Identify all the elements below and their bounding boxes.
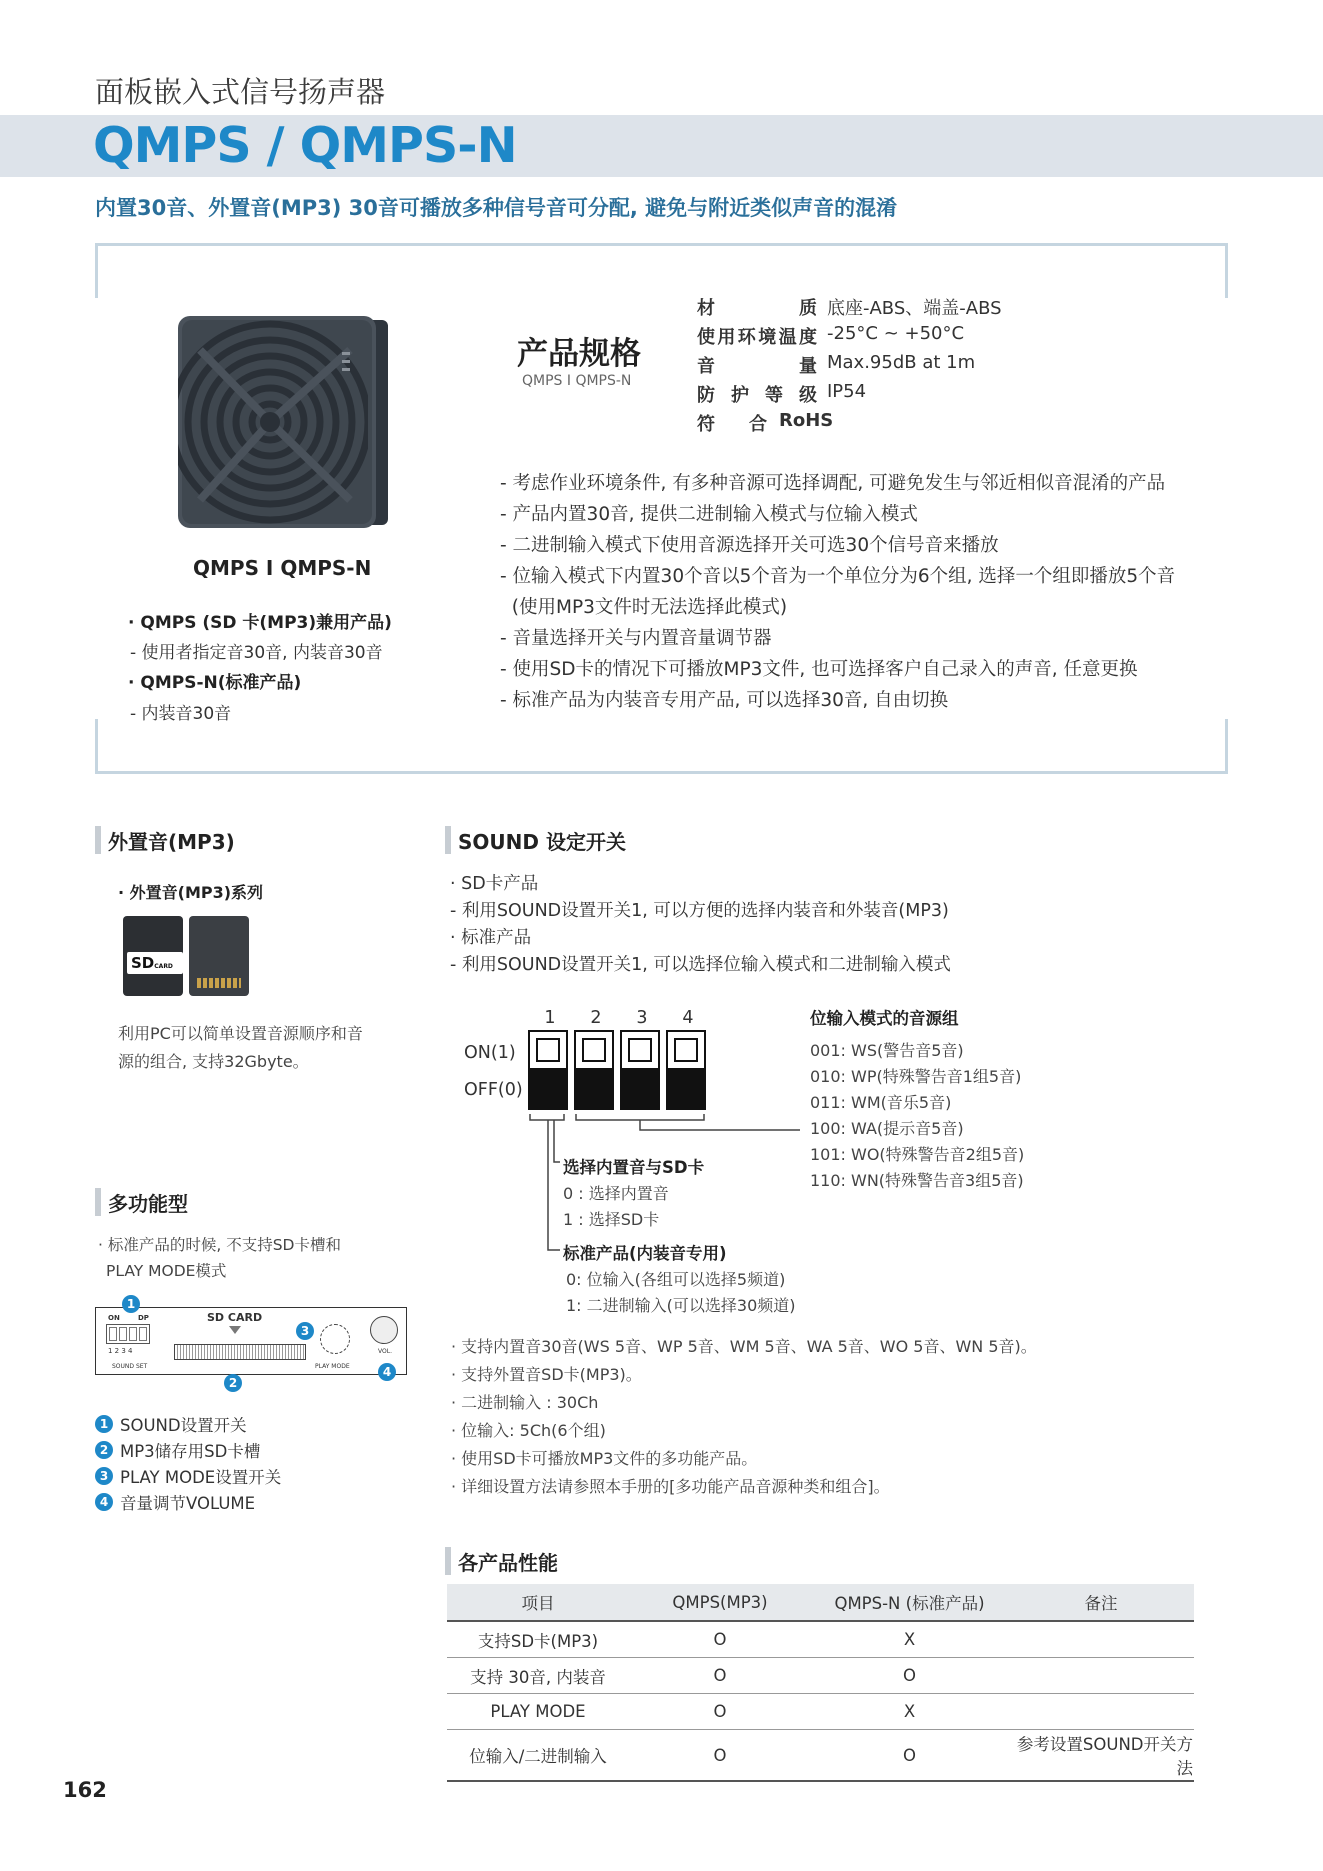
callout-badge-1: 1 — [122, 1295, 140, 1313]
section-bar — [95, 1188, 101, 1216]
dip-switch-4 — [666, 1030, 706, 1110]
legend-badge: 4 — [95, 1493, 113, 1511]
group-item: 011: WM(音乐5音) — [810, 1093, 952, 1112]
feature-item: - 使用SD卡的情况下可播放MP3文件, 也可选择客户自己录入的声音, 任意更换 — [500, 659, 1138, 680]
variant-qmpsn-label: · QMPS-N(标准产品) — [128, 673, 302, 693]
feature-item: - 音量选择开关与内置音量调节器 — [500, 628, 772, 649]
table-cell: O — [811, 1730, 1008, 1782]
feature-item: - 位输入模式下内置30个音以5个音为一个单位分为6个组, 选择一个组即播放5个音 — [500, 566, 1176, 587]
standard-item: 0: 位输入(各组可以选择5频道) — [566, 1270, 786, 1289]
group-title: 位输入模式的音源组 — [810, 1009, 959, 1028]
table-cell: O — [629, 1694, 811, 1730]
table-cell: PLAY MODE — [447, 1694, 629, 1730]
sound-intro-line: · 标准产品 — [450, 928, 532, 948]
legend-text: PLAY MODE设置开关 — [120, 1468, 282, 1487]
speaker-product-image — [170, 310, 400, 540]
variant-qmps-label: · QMPS (SD 卡(MP3)兼用产品) — [128, 613, 392, 633]
frame-top-left — [95, 243, 120, 298]
board-dip-switch — [106, 1324, 150, 1344]
frame-bottom-line — [95, 771, 1228, 774]
group-item: 100: WA(提示音5音) — [810, 1119, 964, 1138]
section-bar — [95, 826, 101, 854]
product-caption: QMPS I QMPS-N — [193, 556, 372, 580]
spec-value: RoHS — [779, 410, 834, 431]
board-vol-label: VOL. — [378, 1348, 392, 1355]
legend-item-3 — [95, 1464, 281, 1488]
variant-qmps-note: - 使用者指定音30音, 内装音30音 — [130, 643, 383, 663]
legend-item-2 — [95, 1438, 260, 1462]
callout-badge-4: 4 — [378, 1363, 396, 1381]
table-cell — [1008, 1694, 1194, 1730]
spec-heading: 产品规格 — [517, 336, 641, 372]
sd-select-item: 1 : 选择SD卡 — [563, 1210, 660, 1229]
spec-row-compliance — [697, 410, 833, 436]
legend-badge: 1 — [95, 1415, 113, 1433]
standard-item: 1: 二进制输入(可以选择30频道) — [566, 1296, 796, 1315]
legend-item-1 — [95, 1412, 247, 1436]
feature-item: - 标准产品为内装音专用产品, 可以选择30音, 自由切换 — [500, 690, 949, 711]
table-header-row — [447, 1584, 1194, 1621]
tagline: 内置30音、外置音(MP3) 30音可播放多种信号音可分配, 避免与附近类似声音的混淆 — [95, 196, 898, 220]
sound-intro-line: - 利用SOUND设置开关1, 可以方便的选择内装音和外装音(MP3) — [450, 901, 949, 921]
sd-card-back — [189, 916, 249, 996]
feature-item: (使用MP3文件时无法选择此模式) — [500, 597, 788, 618]
multi-note-line2: PLAY MODE模式 — [106, 1262, 227, 1280]
board-sd-slot — [174, 1344, 306, 1360]
group-item: 101: WO(特殊警告音2组5音) — [810, 1145, 1025, 1164]
switch-connector-lines — [520, 1100, 820, 1260]
variant-qmpsn-note: - 内装音30音 — [130, 704, 232, 724]
sound-note: · 支持外置音SD卡(MP3)。 — [451, 1365, 642, 1384]
board-sd-card-label: SD CARD — [207, 1311, 263, 1324]
legend-text: 音量调节VOLUME — [120, 1494, 256, 1513]
spec-value: Max.95dB at 1m — [827, 352, 976, 373]
spec-value: 底座-ABS、端盖-ABS — [827, 298, 1002, 319]
page-title: QMPS / QMPS-N — [93, 117, 517, 174]
table-cell: O — [629, 1621, 811, 1658]
mp3-section-title: 外置音(MP3) — [108, 830, 235, 854]
off-label: OFF(0) — [464, 1080, 523, 1100]
standard-title: 标准产品(内装音专用) — [563, 1244, 727, 1263]
board-dp-label: DP — [138, 1314, 149, 1322]
multi-note-line1: · 标准产品的时候, 不支持SD卡槽和 — [98, 1236, 341, 1254]
control-board-diagram — [95, 1307, 407, 1375]
spec-label: 材质 — [697, 298, 817, 319]
table-cell: O — [811, 1658, 1008, 1694]
spec-value: IP54 — [827, 381, 867, 402]
table-cell: O — [629, 1730, 811, 1782]
on-label: ON(1) — [464, 1043, 516, 1063]
section-bar — [445, 1547, 451, 1575]
dip-switch-2 — [574, 1030, 614, 1110]
table-row — [447, 1694, 1194, 1730]
table-cell — [1008, 1658, 1194, 1694]
spec-row-material — [697, 294, 1002, 320]
spec-label: 防护等级 — [697, 385, 817, 406]
sound-section-title: SOUND 设定开关 — [458, 830, 626, 854]
callout-badge-2: 2 — [224, 1374, 242, 1392]
multi-section-title: 多功能型 — [108, 1192, 188, 1216]
table-header-cell: QMPS-N (标准产品) — [811, 1584, 1008, 1621]
table-header-cell: 备注 — [1008, 1584, 1194, 1621]
board-volume-knob — [370, 1316, 398, 1344]
spec-row-protection — [697, 381, 866, 407]
sd-card-front — [123, 916, 183, 996]
board-play-mode-label: PLAY MODE — [315, 1363, 350, 1370]
switch-number-4: 4 — [682, 1008, 694, 1028]
group-item: 001: WS(警告音5音) — [810, 1041, 964, 1060]
group-item: 110: WN(特殊警告音3组5音) — [810, 1171, 1024, 1190]
legend-badge: 2 — [95, 1441, 113, 1459]
spec-label: 音量 — [697, 356, 817, 377]
legend-item-4 — [95, 1490, 255, 1514]
switch-number-3: 3 — [636, 1008, 648, 1028]
table-cell: X — [811, 1694, 1008, 1730]
sound-note: · 二进制输入 : 30Ch — [451, 1393, 599, 1412]
table-header-cell: QMPS(MP3) — [629, 1584, 811, 1621]
sound-intro-line: · SD卡产品 — [450, 874, 539, 894]
mp3-desc-line1: 利用PC可以简单设置音源顺序和音 — [118, 1024, 363, 1043]
page-subtitle: 面板嵌入式信号扬声器 — [95, 75, 386, 109]
table-cell — [1008, 1621, 1194, 1658]
legend-badge: 3 — [95, 1467, 113, 1485]
spec-value: -25°C ~ +50°C — [827, 323, 965, 344]
legend-text: SOUND设置开关 — [120, 1416, 247, 1435]
table-cell: O — [629, 1658, 811, 1694]
performance-section-title: 各产品性能 — [458, 1551, 558, 1575]
board-play-mode-dial — [320, 1324, 350, 1354]
group-item: 010: WP(特殊警告音1组5音) — [810, 1067, 1022, 1086]
mp3-desc-line2: 源的组合, 支持32Gbyte。 — [118, 1052, 309, 1071]
dip-switch-3 — [620, 1030, 660, 1110]
callout-badge-3: 3 — [296, 1322, 314, 1340]
table-cell: 位输入/二进制输入 — [447, 1730, 629, 1782]
frame-bottom-left — [95, 719, 120, 774]
board-on-label: ON — [108, 1314, 120, 1322]
feature-item: - 二进制输入模式下使用音源选择开关可选30个信号音来播放 — [500, 535, 999, 556]
legend-text: MP3储存用SD卡槽 — [120, 1442, 261, 1461]
sound-note: · 详细设置方法请参照本手册的[多功能产品音源种类和组合]。 — [451, 1477, 890, 1496]
board-insert-arrow — [229, 1326, 241, 1334]
frame-bottom-right — [1203, 719, 1228, 774]
spec-row-volume — [697, 352, 975, 378]
table-row — [447, 1730, 1194, 1782]
sound-intro-line: - 利用SOUND设置开关1, 可以选择位输入模式和二进制输入模式 — [450, 955, 951, 975]
sd-card-text: SD — [131, 954, 155, 972]
mp3-series-label: · 外置音(MP3)系列 — [118, 883, 264, 902]
sd-card-small-text: CARD — [154, 963, 173, 970]
spec-label: 符合 — [697, 414, 767, 435]
performance-table — [447, 1584, 1194, 1782]
page-number: 162 — [63, 1778, 107, 1802]
frame-top-right — [1203, 243, 1228, 298]
sound-note: · 位输入: 5Ch(6个组) — [451, 1421, 606, 1440]
dip-switch-1 — [528, 1030, 568, 1110]
sd-select-title: 选择内置音与SD卡 — [563, 1158, 705, 1177]
table-cell: X — [811, 1621, 1008, 1658]
sd-select-item: 0 : 选择内置音 — [563, 1184, 669, 1203]
spec-row-temperature — [697, 323, 964, 349]
feature-item: - 考虑作业环境条件, 有多种音源可选择调配, 可避免发生与邻近相似音混淆的产品 — [500, 473, 1166, 494]
switch-number-2: 2 — [590, 1008, 602, 1028]
table-cell: 支持 30音, 内装音 — [447, 1658, 629, 1694]
sound-note: · 支持内置音30音(WS 5音、WP 5音、WM 5音、WA 5音、WO 5音、WN 5音)。 — [451, 1337, 1037, 1356]
table-row — [447, 1658, 1194, 1694]
table-header-cell: 项目 — [447, 1584, 629, 1621]
table-row — [447, 1621, 1194, 1658]
feature-item: - 产品内置30音, 提供二进制输入模式与位输入模式 — [500, 504, 918, 525]
spec-subheading: QMPS I QMPS-N — [522, 373, 632, 389]
sound-note: · 使用SD卡可播放MP3文件的多功能产品。 — [451, 1449, 758, 1468]
table-cell: 参考设置SOUND开关方法 — [1008, 1730, 1194, 1782]
board-sound-set-label: SOUND SET — [112, 1363, 148, 1370]
section-bar — [445, 826, 451, 854]
frame-top-line — [95, 243, 1228, 246]
table-cell: 支持SD卡(MP3) — [447, 1621, 629, 1658]
spec-label: 使用环境温度 — [697, 327, 817, 348]
switch-number-1: 1 — [544, 1008, 556, 1028]
board-dip-numbers: 1 2 3 4 — [108, 1347, 133, 1355]
